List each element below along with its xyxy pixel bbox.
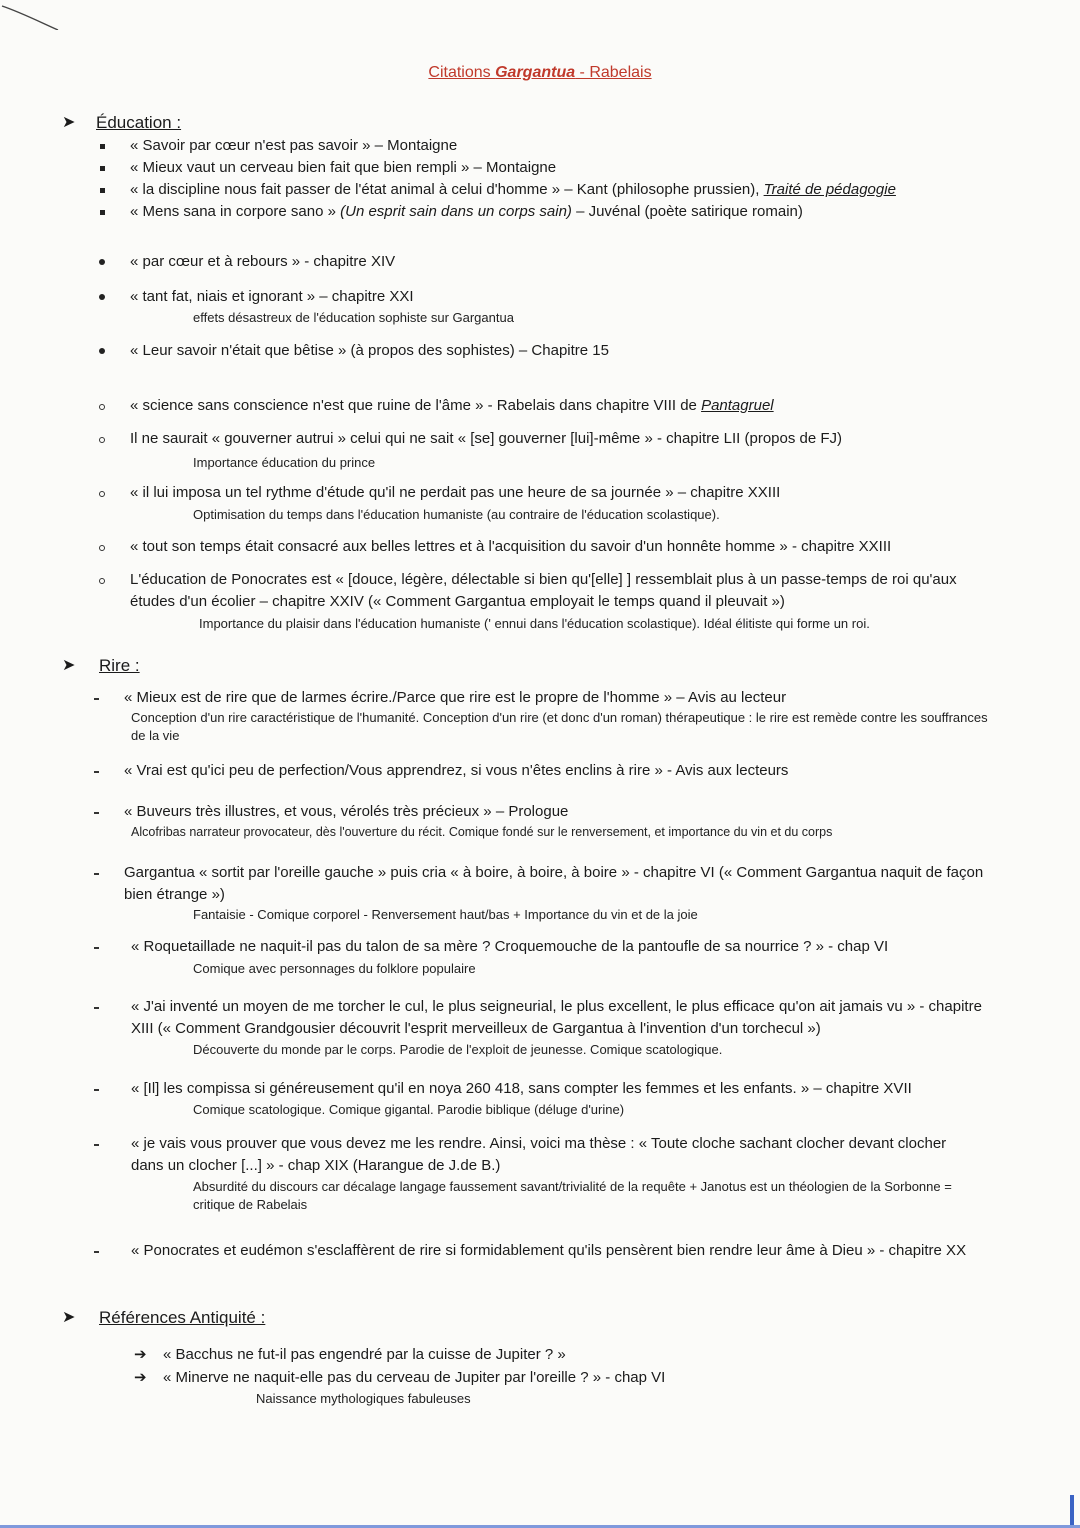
quote-text: « Buveurs très illustres, et vous, vérolés très précieux » – Prologue: [124, 803, 569, 820]
dot-bullet-icon: [99, 294, 105, 300]
square-bullet-icon: [100, 188, 105, 193]
quote-text: « [Il] les compissa si généreusement qu'il en noya 260 418, sans compter les femmes et les enfants. » – chapitre XVII: [131, 1080, 912, 1097]
section-arrow-icon: ➤: [62, 1309, 76, 1326]
dash-bullet-icon: [94, 698, 99, 700]
annotation: Conception d'un rire caractéristique de l'humanité. Conception d'un rire (et donc d'un roman) thérapeutique : le rire est remède contre les souffrances de la vie: [131, 710, 988, 743]
circle-bullet-icon: [99, 578, 105, 584]
section-arrow-icon: ➤: [62, 657, 76, 674]
dash-bullet-icon: [94, 812, 99, 814]
circle-bullet-icon: [99, 491, 105, 497]
quote-text: « Minerve ne naquit-elle pas du cerveau de Jupiter par l'oreille ? » - chap VI: [163, 1369, 666, 1386]
translation-text: (Un esprit sain dans un corps sain): [340, 203, 572, 220]
quote-text: « la discipline nous fait passer de l'état animal à celui d'homme » – Kant (philosophe prussien), Traité de pédagogie: [130, 181, 896, 198]
dash-bullet-icon: [94, 1089, 99, 1091]
quote-text: « Mieux vaut un cerveau bien fait que bien rempli » – Montaigne: [130, 159, 557, 176]
dot-bullet-icon: [99, 259, 105, 265]
circle-bullet-icon: [99, 545, 105, 551]
annotation: Importance du plaisir dans l'éducation humaniste (' ennui dans l'éducation scolastique). Idéal élitiste qui forme un roi.: [199, 616, 870, 631]
square-bullet-icon: [100, 166, 105, 171]
annotation: Naissance mythologiques fabuleuses: [256, 1391, 471, 1406]
quote-text: « je vais vous prouver que vous devez me les rendre. Ainsi, voici ma thèse : « Toute cloche sachant clocher devant clocher dans un clocher [...] » - chap XIX (Harangue de J.de B.): [131, 1135, 947, 1174]
dash-bullet-icon: [94, 947, 99, 949]
quote-text: L'éducation de Ponocrates est « [douce, légère, délectable si bien qu'[elle] ] ressemblait plus à un passe-temps de roi qu'aux études d'un écolier – chapitre XXIV (« Comment Gargantua employait le temps quand il pleuvait »): [130, 571, 957, 610]
quote-text: « Mens sana in corpore sano » (Un esprit sain dans un corps sain) – Juvénal (poète satirique romain): [130, 203, 803, 220]
quote-text: « Mieux est de rire que de larmes écrire./Parce que rire est le propre de l'homme » – Avis au lecteur: [124, 689, 787, 706]
arrow-bullet-icon: ➔: [134, 1369, 147, 1386]
dash-bullet-icon: [94, 1251, 99, 1253]
quote-text: « J'ai inventé un moyen de me torcher le cul, le plus seigneurial, le plus excellent, le plus efficace qu'on ait jamais vu » - chapitre XIII (« Comment Grandgousier découvrit l'esprit merveilleux de Gargantua à l'invention d'un torchecul »): [131, 998, 982, 1037]
work-title: Pantagruel: [701, 397, 774, 414]
scan-edge-mark: [1070, 1495, 1074, 1525]
square-bullet-icon: [100, 210, 105, 215]
annotation: Découverte du monde par le corps. Parodie de l'exploit de jeunesse. Comique scatologique.: [193, 1042, 723, 1057]
quote-text: « science sans conscience n'est que ruine de l'âme » - Rabelais dans chapitre VIII de Pantagruel: [130, 397, 774, 414]
title-suffix: - Rabelais: [575, 64, 652, 81]
section-title: Éducation :: [96, 113, 182, 132]
section-arrow-icon: ➤: [62, 114, 76, 131]
quote-text: « Vrai est qu'ici peu de perfection/Vous apprendrez, si vous n'êtes enclins à rire » - Avis aux lecteurs: [124, 762, 789, 779]
circle-bullet-icon: [99, 404, 105, 410]
circle-bullet-icon: [99, 437, 105, 443]
section-title: Références Antiquité :: [99, 1308, 266, 1327]
annotation: Absurdité du discours car décalage langage faussement savant/trivialité de la requête + Janotus est un théologien de la Sorbonne = critique de Rabelais: [193, 1179, 952, 1212]
section-title: Rire :: [99, 656, 140, 675]
dash-bullet-icon: [94, 1007, 99, 1009]
arrow-bullet-icon: ➔: [134, 1346, 147, 1363]
quote-text: « par cœur et à rebours » - chapitre XIV: [130, 253, 396, 270]
annotation: Alcofribas narrateur provocateur, dès l'ouverture du récit. Comique fondé sur le renversement, et importance du vin et du corps: [131, 825, 833, 839]
title-prefix: Citations: [428, 64, 496, 81]
quote-text: Il ne saurait « gouverner autrui » celui qui ne sait « [se] gouverner [lui]-même » - chapitre LII (propos de FJ): [130, 430, 843, 447]
annotation: Fantaisie - Comique corporel - Renversement haut/bas + Importance du vin et de la joie: [193, 907, 698, 922]
quote-text: « Bacchus ne fut-il pas engendré par la cuisse de Jupiter ? »: [163, 1346, 566, 1363]
quote-text: « Leur savoir n'était que bêtise » (à propos des sophistes) – Chapitre 15: [130, 342, 609, 359]
quote-text: « il lui imposa un tel rythme d'étude qu'il ne perdait pas une heure de sa journée » – chapitre XXIII: [130, 484, 781, 501]
dash-bullet-icon: [94, 771, 99, 773]
quote-text: « Ponocrates et eudémon s'esclaffèrent de rire si formidablement qu'ils pensèrent bien rendre leur âme à Dieu » - chapitre XX: [131, 1242, 967, 1259]
quote-text: Gargantua « sortit par l'oreille gauche » puis cria « à boire, à boire, à boire » - chapitre VI (« Comment Gargantua naquit de façon bien étrange »): [124, 864, 984, 903]
quote-text: « Roquetaillade ne naquit-il pas du talon de sa mère ? Croquemouche de la pantoufle de sa nourrice ? » - chap VI: [131, 938, 889, 955]
pen-stroke-mark: [0, 0, 60, 30]
dash-bullet-icon: [94, 1144, 99, 1146]
dot-bullet-icon: [99, 348, 105, 354]
annotation: Importance éducation du prince: [193, 455, 376, 470]
page-title: [0, 64, 1080, 82]
annotation: Comique avec personnages du folklore populaire: [193, 961, 476, 976]
quote-text: « tout son temps était consacré aux belles lettres et à l'acquisition du savoir d'un honnête homme » - chapitre XXIII: [130, 538, 892, 555]
quote-text: « Savoir par cœur n'est pas savoir » – Montaigne: [130, 137, 458, 154]
work-title: Traité de pédagogie: [763, 181, 896, 198]
annotation: effets désastreux de l'éducation sophiste sur Gargantua: [193, 310, 514, 325]
annotation: Optimisation du temps dans l'éducation humaniste (au contraire de l'éducation scolastique).: [193, 507, 720, 522]
dash-bullet-icon: [94, 873, 99, 875]
title-book: Gargantua: [495, 64, 576, 81]
annotation: Comique scatologique. Comique gigantal. Parodie biblique (déluge d'urine): [193, 1102, 625, 1117]
quote-text: « tant fat, niais et ignorant » – chapitre XXI: [130, 288, 414, 305]
square-bullet-icon: [100, 144, 105, 149]
